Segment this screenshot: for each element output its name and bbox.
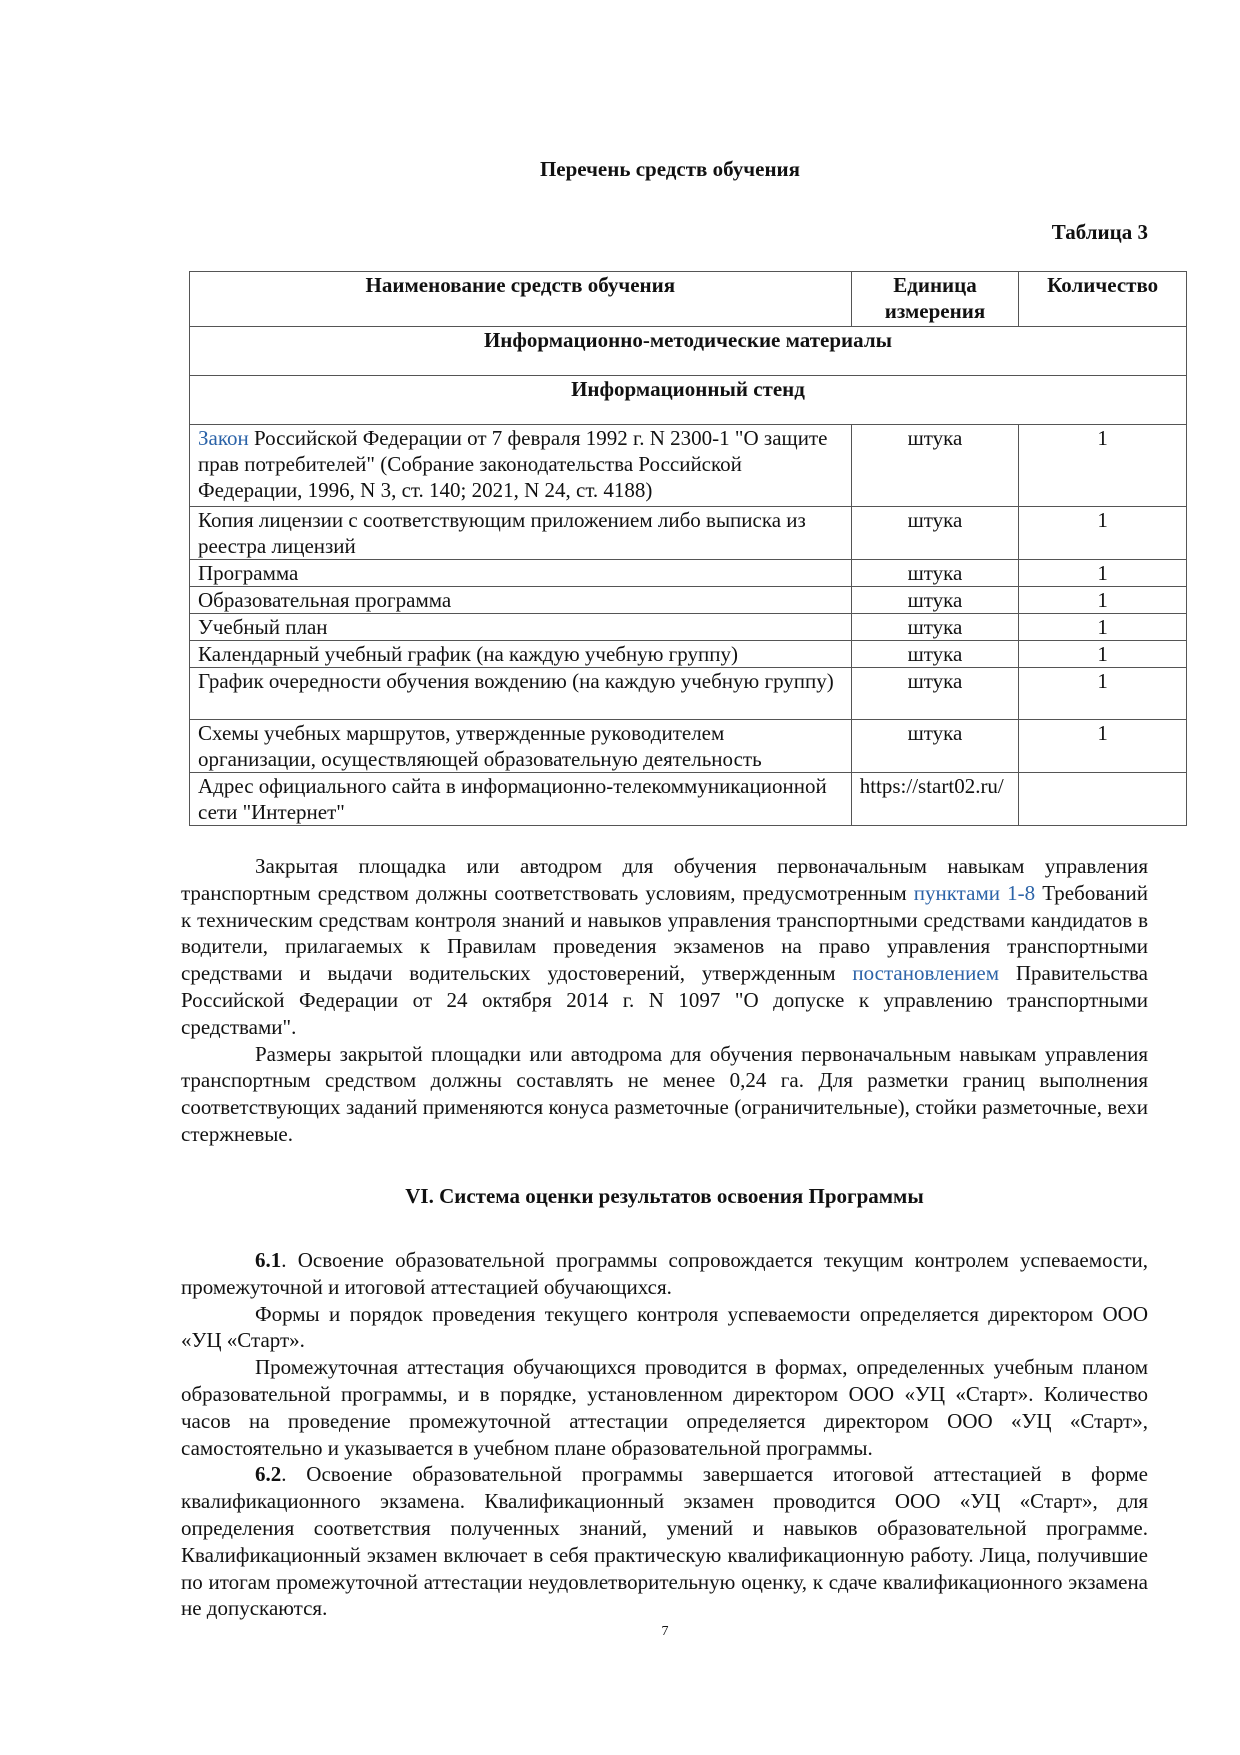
- paragraph-current-control: Формы и порядок проведения текущего контроля успеваемости определяется директором ООО «УЦ «Старт».: [181, 1301, 1148, 1353]
- table-row: [190, 560, 1187, 587]
- row-name: Копия лицензии с соответствующим приложением либо выписка из реестра лицензий: [190, 507, 852, 560]
- training-means-table: [189, 271, 1187, 826]
- row-name: Календарный учебный график (на каждую учебную группу): [190, 641, 852, 668]
- paragraph-intermediate-attestation: Промежуточная аттестация обучающихся проводится в формах, определенных учебным планом образовательной программы, и в порядке, установленном директором ООО «УЦ «Старт». Количество часов на проведение промежуточной аттестации определяется директором ООО «УЦ «Старт», самостоятельно и указывается в учебном плане образовательной программы.: [181, 1355, 1148, 1460]
- row-name: Схемы учебных маршрутов, утвержденные руководителем организации, осуществляющей образовательную деятельность: [190, 720, 852, 773]
- row-name: График очередности обучения вождению (на каждую учебную группу): [190, 668, 852, 720]
- row-unit: штука: [851, 560, 1019, 587]
- row-qty: 1: [1019, 425, 1187, 507]
- row-unit: штука: [851, 641, 1019, 668]
- table-row: [190, 425, 1187, 507]
- table-caption: Таблица 3: [1051, 220, 1148, 244]
- table-row: [190, 641, 1187, 668]
- table-row: [190, 587, 1187, 614]
- row-unit: штука: [851, 668, 1019, 720]
- table-row: [190, 773, 1187, 826]
- row-unit: штука: [851, 614, 1019, 641]
- table-row: [190, 720, 1187, 773]
- row-name: Адрес официального сайта в информационно-телекоммуникационной сети "Интернет": [190, 773, 852, 826]
- header-unit: Единица измерения: [851, 272, 1019, 327]
- body-block-2: [181, 1247, 1148, 1622]
- row-qty: [1019, 773, 1187, 826]
- row-unit: штука: [851, 507, 1019, 560]
- row-qty: 1: [1019, 587, 1187, 614]
- clause-number: 6.2: [255, 1462, 282, 1487]
- table-header-row: [190, 272, 1187, 327]
- row-name: Программа: [190, 560, 852, 587]
- row-qty: 1: [1019, 560, 1187, 587]
- section-heading: VI. Система оценки результатов освоения Программы: [405, 1184, 924, 1208]
- page-title: Перечень средств обучения: [539, 157, 801, 181]
- row-unit: штука: [851, 587, 1019, 614]
- row-name: Закон Российской Федерации от 7 февраля 1992 г. N 2300-1 "О защите прав потребителей" (Собрание законодательства Российской Федерации, 1996, N 3, ст. 140; 2021, N 24, ст. 4188): [190, 425, 852, 507]
- row-unit: штука: [851, 425, 1019, 507]
- row-qty: 1: [1019, 720, 1187, 773]
- table-row: [190, 668, 1187, 720]
- points-link[interactable]: пунктами 1-8: [913, 880, 1036, 905]
- section-title: Информационно-методические материалы: [190, 327, 1187, 376]
- row-qty: 1: [1019, 641, 1187, 668]
- header-quantity: Количество: [1019, 272, 1187, 327]
- subsection-row: [190, 376, 1187, 425]
- row-name: Образовательная программа: [190, 587, 852, 614]
- resolution-link[interactable]: постановлением: [852, 961, 999, 986]
- body-block-1: [181, 853, 1148, 1148]
- row-unit: штука: [851, 720, 1019, 773]
- table-row: [190, 614, 1187, 641]
- row-qty: 1: [1019, 668, 1187, 720]
- paragraph-6-2: 6.2. Освоение образовательной программы завершается итоговой аттестацией в форме квалификационного экзамена. Квалификационный экзамен проводится ООО «УЦ «Старт», для определения соответствия полученных знаний, умений и навыков образовательной программе. Квалификационный экзамен включает в себя практическую квалификационную работу. Лица, получившие по итогам промежуточной аттестации неудовлетворительную оценку, к сдаче квалификационного экзамена не допускаются.: [181, 1462, 1148, 1621]
- section-row: [190, 327, 1187, 376]
- clause-number: 6.1: [255, 1248, 282, 1272]
- subsection-title: Информационный стенд: [190, 376, 1187, 425]
- law-link[interactable]: Закон: [198, 426, 249, 450]
- row-qty: 1: [1019, 507, 1187, 560]
- page-number: 7: [661, 1624, 669, 1639]
- row-name: Учебный план: [190, 614, 852, 641]
- table-row: [190, 507, 1187, 560]
- paragraph-6-1: 6.1. Освоение образовательной программы сопровождается текущим контролем успеваемости, промежуточной и итоговой аттестацией обучающихся.: [181, 1248, 1148, 1299]
- paragraph-ground-size: Размеры закрытой площадки или автодрома для обучения первоначальным навыкам управления транспортным средством должны составлять не менее 0,24 га. Для разметки границ выполнения соответствующих заданий применяются конуса разметочные (ограничительные), стойки разметочные, вехи стержневые.: [181, 1041, 1148, 1146]
- paragraph-training-ground: Закрытая площадка или автодром для обучения первоначальным навыкам управления транспортным средством должны соответствовать условиям, предусмотренным пунктами 1-8 Требований к техническим средствам контроля знаний и навыков управления транспортными средствами кандидатов в водители, прилагаемых к Правилам проведения экзаменов на право управления транспортными средствами и выдачи водительских удостоверений, утвержденным постановлением Правительства Российской Федерации от 24 октября 2014 г. N 1097 "О допуске к управлению транспортными средствами".: [181, 854, 1148, 1039]
- website-url[interactable]: https://start02.ru/: [851, 773, 1019, 826]
- row-qty: 1: [1019, 614, 1187, 641]
- header-name: Наименование средств обучения: [190, 272, 852, 327]
